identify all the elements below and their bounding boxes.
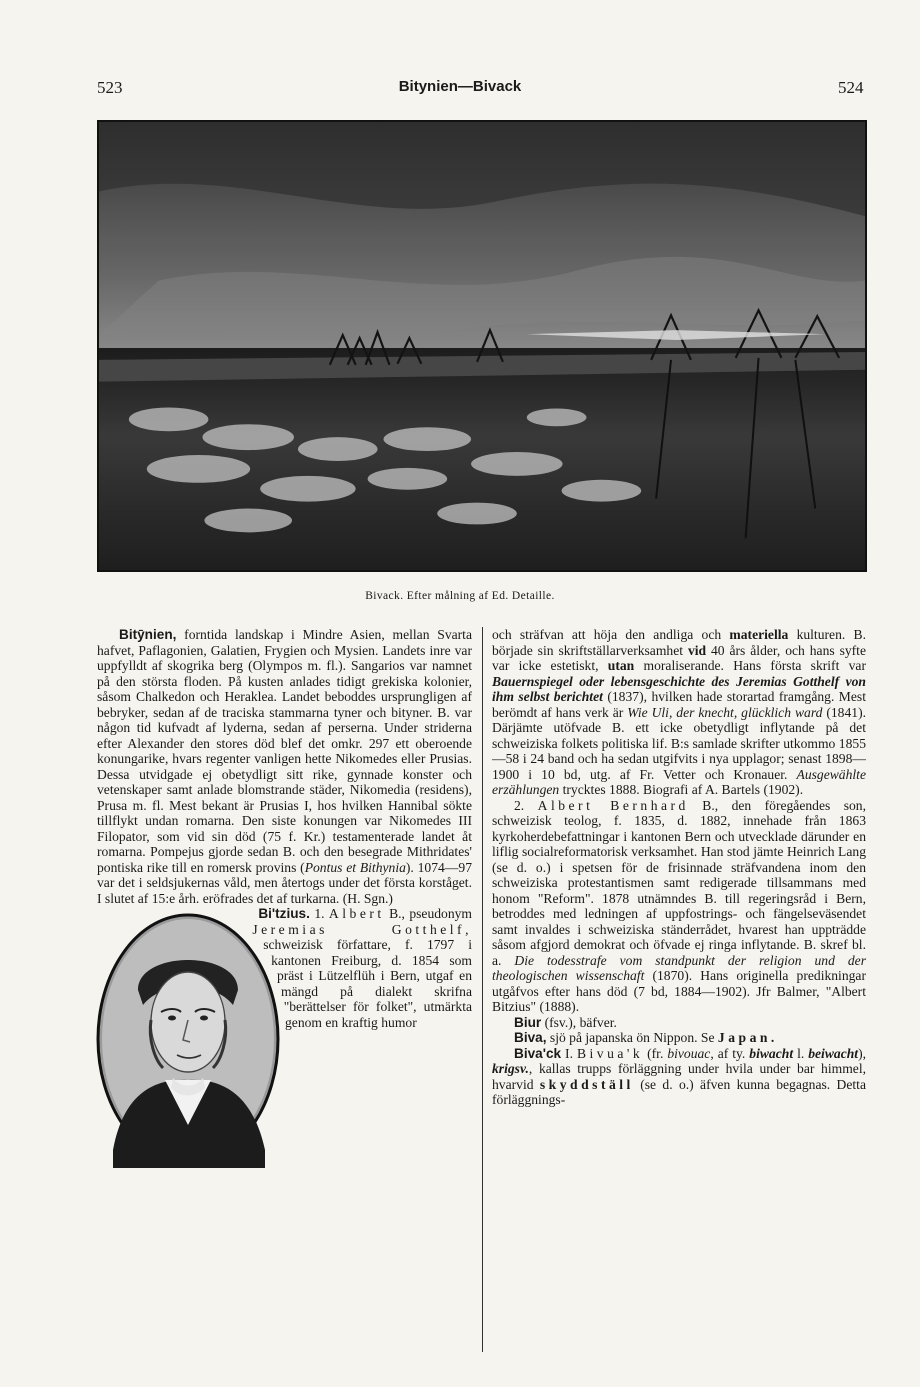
entry-headword: Bi'tzius. — [258, 906, 310, 921]
work-title: Wie Uli, der knecht, glücklich ward — [627, 704, 823, 720]
entry-text: 40 års ålder, och hans syfte var icke estetiskt, — [492, 642, 866, 673]
bivack-painting-illustration — [97, 120, 867, 572]
entry-number: 1. — [314, 906, 325, 921]
entry-text: l. — [793, 1045, 809, 1061]
page-number-left: 523 — [97, 78, 123, 97]
right-column — [492, 627, 866, 1108]
work-title: Ausgewählte erzählungen — [492, 766, 866, 797]
entry-headword: Biva'ck — [514, 1045, 562, 1061]
work-title: Bauernspiegel oder lebensgeschichte des Jeremias Gotthelf von ihm selbst berichtet — [492, 673, 866, 704]
entry-text: (fsv.), bäfver. — [541, 1014, 617, 1030]
entry-biur — [492, 1015, 866, 1031]
entry-text: ), — [858, 1045, 866, 1061]
person-name: Albert — [328, 906, 385, 921]
entry-biva — [492, 1030, 866, 1046]
variant-form: Bivua'k — [576, 1045, 644, 1061]
page-number-right: 524 — [838, 78, 864, 97]
entry-text: trycktes 1888. Biografi af A. Bartels (1902). — [559, 782, 804, 797]
entry-text: moraliserande. Hans första skrift var — [634, 658, 866, 673]
column-divider — [482, 627, 483, 1352]
entry-text: , af ty. — [710, 1045, 750, 1061]
entry-text: (1837), hvilken hade storartad framgång. Mest berömdt af hans verk är — [492, 689, 866, 720]
entry-text: kulturen. B. började sin skriftställarverksamhet — [492, 627, 866, 658]
plate-caption: Bivack. Efter målning af Ed. Detaille. — [365, 590, 555, 602]
portrait-illustration — [93, 910, 283, 1168]
entry-bitzius-continued — [492, 627, 866, 798]
entry-text: (fr. — [643, 1045, 668, 1061]
entry-bivack — [492, 1046, 866, 1108]
foreign-term: biwacht — [749, 1045, 794, 1061]
pseudonym: Jeremias Gotthelf, — [252, 921, 472, 937]
entry-text: B., den föregåendes son, schweizisk teolog, f. 1835, d. 1882, innehade från 1863 kyrkoherdebefattningar i kantonen Bern och utvecklade därunder en liflig socialreformatorisk verksamhet. Han stod jämte Heinrich Lang (se d. o.) i spetsen för de frisinnade sträfvandena inom den schweiziska protestantismen samt redigerade tillsammans med honom "Reform". 1878 utnämndes B. till regeringsråd i Bern, betroddes med ledningen af uppfostrings- och fängelseväsendet samt invaldes i schweiziska ständerrådet, hvarest han uppträdde såsom afgjord demokrat och öfvade ej ringa inflytande. B. skref bl. a. — [492, 797, 866, 968]
entry-headword: Biur — [514, 1014, 542, 1030]
bold-word: utan — [607, 658, 635, 673]
running-title: Bitynien—Bivack — [398, 78, 522, 95]
bivack-painting — [99, 122, 865, 570]
entry-text: , kallas trupps förläggning under hvila under bar himmel, hvarvid — [492, 1061, 866, 1092]
running-header — [0, 78, 920, 100]
bitzius-portrait — [93, 910, 283, 1168]
bold-word: materiella — [729, 627, 789, 642]
entry-text: I. — [561, 1045, 577, 1061]
entry-bitzius-2 — [492, 798, 866, 1015]
entry-text: B., pseudonym — [389, 906, 472, 921]
author-signature: (H. Sgn.) — [342, 890, 393, 906]
entry-text: sjö på japanska ön Nippon. Se — [546, 1030, 718, 1045]
entry-number: 2. — [514, 797, 538, 813]
work-title: Die todesstrafe vom standpunkt der religion und der theologischen wissenschaft — [492, 952, 866, 983]
entry-text: (se d. o.) äfven kunna begagnas. Detta förläggnings- — [492, 1076, 866, 1107]
cross-reference: Japan. — [717, 1030, 778, 1045]
field-label: krigsv. — [492, 1061, 529, 1076]
person-name: Albert Bernhard — [537, 797, 689, 813]
entry-text: och sträfvan att höja den andliga och — [492, 627, 730, 642]
left-column — [97, 627, 472, 1170]
entry-bitynien — [97, 627, 472, 906]
foreign-term: bivouac — [667, 1045, 711, 1061]
entry-text: forntida landskap i Mindre Asien, mellan Svarta hafvet, Paflagonien, Galatien, Frygien och Mysien. Landets inre var uppfylldt af skogrika berg (Olympos m. fl.). Sangarios var namnet på den största floden. På kusten anlades tidigt grekiska kolonier, såsom Chalkedon och Heraklea. Landet beboddes ursprungligen af bebryker, sedan af de traciska stammarna tyner och bityner. B. var någon tid kufvadt af lyderna, sedan af perserna. Under striderna efter Alexander den stores död blef det omkr. 297 ett oberoende konungarike, hvars regenter vanligen hette Nikomedes eller Prusias. Dessa utvidgade ej obetydligt sitt rike, gynnade konster och vetenskaper samt anlade blomstrande städer, Nikomedia (residens), Prusa m. fl. Mest bekant är Prusias I, hos hvilken Hannibal sökte tillflykt undan romarna. Den siste konungen var Nikomedes III Filopator, som vid sin död (75 f. Kr.) testamenterade landet åt romarna. Pompejus gjorde sedan B. och den besegrade Mithridates' pontiska rike till en romersk provins ( — [97, 627, 472, 875]
entry-text: (1841). Därjämte utöfvade B. ett icke obetydligt inflytande på det schweiziska folkets politiska lif. B:s samlade skrifter utkommo 1855—58 i 24 band och ha sedan utgifvits i nya upplagor; senast 1898—1900 i 10 bd, utg. af Fr. Vetter och Kronauer. — [492, 704, 866, 782]
entry-latin-term: Pontus et Bithynia — [304, 859, 406, 875]
entry-text: ). 1074—97 var det i seldsjukernas våld, men återtogs under det första korståget. I slutet af 15:e årh. eröfrades det af turkarna. — [97, 859, 472, 906]
foreign-term: beiwacht — [808, 1045, 859, 1061]
entry-text: (1870). Hans originella predikningar utgåfvos efter hans död (7 bd, 1884—1902). Jfr Balmer, "Albert Bitzius" (1888). — [492, 968, 866, 1014]
bold-word: vid — [687, 642, 707, 658]
cross-reference: skyddställ — [539, 1076, 634, 1092]
entry-headword: Bitӯnien, — [119, 627, 177, 642]
entry-text: schweizisk författare, f. 1797 i kantonen Freiburg, d. 1854 som präst i Lützelflüh i Bern, utgaf en mängd på dialekt skrifna "berättelser för folket", utmärkta genom en kraftig humor — [263, 937, 472, 1030]
entry-headword: Biva, — [514, 1030, 547, 1045]
